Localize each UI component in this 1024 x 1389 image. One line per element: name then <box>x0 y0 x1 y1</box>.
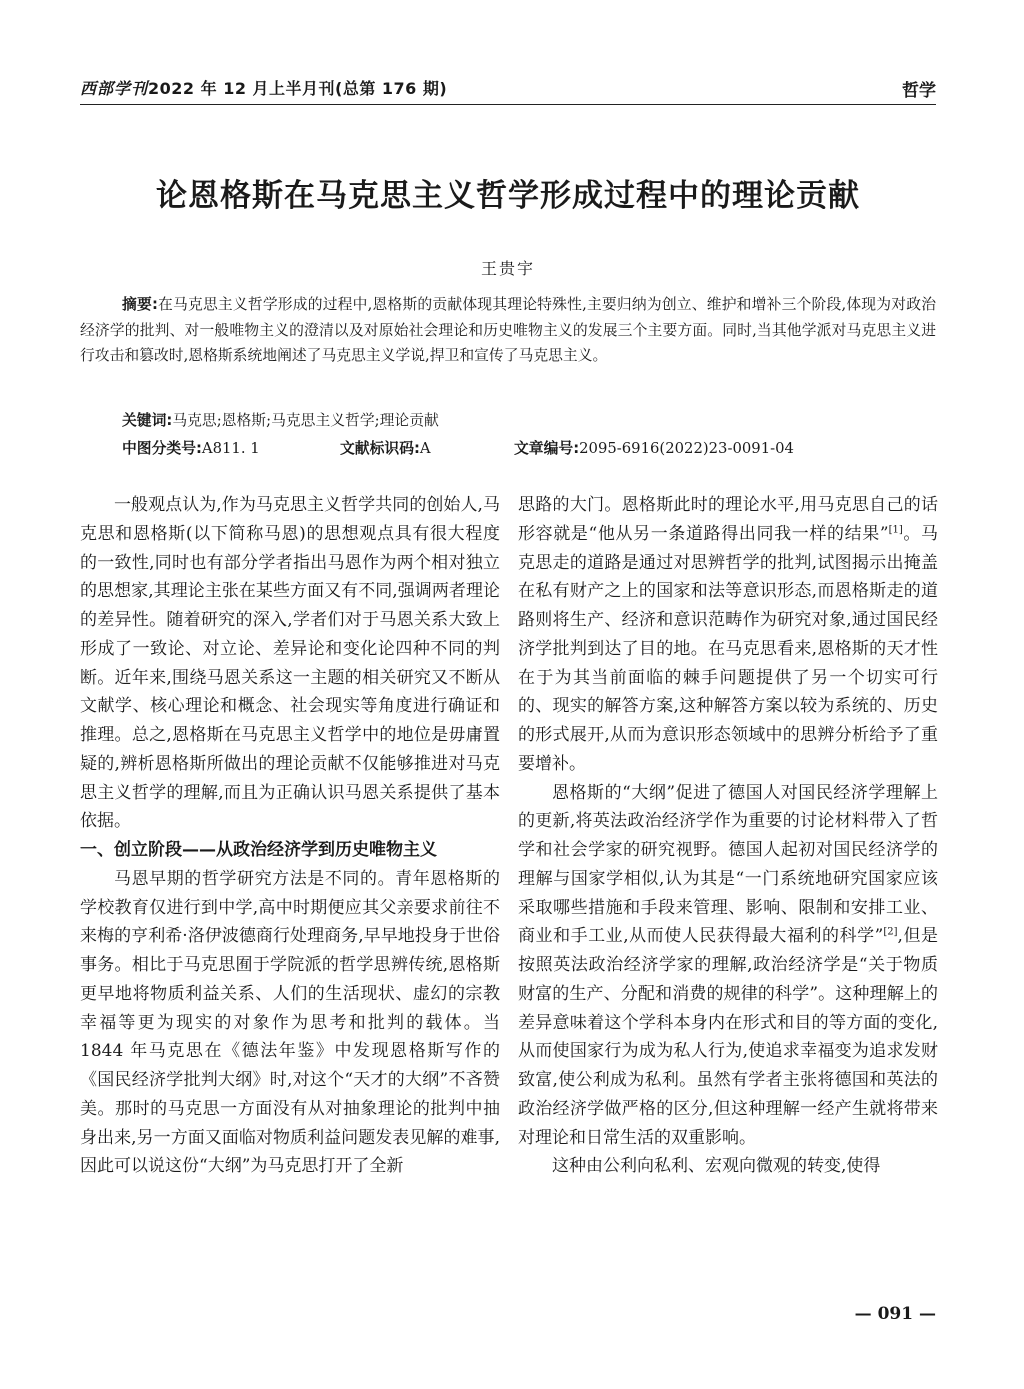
journal-issue-line <box>80 76 447 99</box>
paragraph: 一般观点认为,作为马克思主义哲学共同的创始人,马克思和恩格斯(以下简称马恩)的思想观点具有很大程度的一致性,同时也有部分学者指出马恩作为两个相对独立的思想家,其理论主张在某些方面又有不同,强调两者理论的差异性。随着研究的深入,学者们对于马恩关系大致上形成了一致论、对立论、差异论和变化论四种不同的判断。近年来,围绕马恩关系这一主题的相关研究又不断从文献学、核心理论和概念、社会现实等角度进行确证和推理。总之,恩格斯在马克思主义哲学中的地位是毋庸置疑的,辨析恩格斯所做出的理论贡献不仅能够推进对马克思主义哲学的理解,而且为正确认识马恩关系提供了基本依据。 <box>80 495 500 832</box>
author-name: 王贵宇 <box>480 259 535 278</box>
clc-label: 中图分类号: <box>122 440 202 457</box>
paragraph-text: 。马克思走的道路是通过对思辨哲学的批判,试图揭示出掩盖在私有财产之上的国家和法等意识形态,而恩格斯走的道路则将生产、经济和意识范畴作为研究对象,通过国民经济学批判到达了目的地。在马克思看来,恩格斯的天才性在于为其当前面临的棘手问题提供了另一个切实可行的、现实的解答方案,这种解答方案以较为系统的、历史的形式展开,从而为意识形态领域中的思辨分析给予了重要增补。 <box>518 523 939 774</box>
document-code <box>340 436 431 462</box>
body-column-right <box>518 491 938 1181</box>
article-number-value: 2095-6916(2022)23-0091-04 <box>579 440 794 457</box>
article-number <box>514 436 794 462</box>
section-heading: 一、创立阶段——从政治经济学到历史唯物主义 <box>80 840 437 860</box>
paragraph-text: 恩格斯的“大纲”促进了德国人对国民经济学理解上的更新,将英法政治经济学作为重要的讨论材料带入了哲学和社会学家的研究视野。德国人起初对国民经济学的理解与国家学相似,认为其是“一门系统地研究国家应该采取哪些措施和手段来管理、影响、限制和安排工业、商业和手工业,从而使人民获得最大福利的科学” <box>518 782 938 947</box>
abstract-text: 在马克思主义哲学形成的过程中,恩格斯的贡献体现其理论特殊性,主要归纳为创立、维护和增补三个阶段,体现为对政治经济学的批判、对一般唯物主义的澄清以及对原始社会理论和历史唯物主义的发展三个主要方面。同时,当其他学派对马克思主义进行攻击和篡改时,恩格斯系统地阐述了马克思主义学说,捍卫和宣传了马克思主义。 <box>80 296 936 364</box>
page-number: — 091 — <box>854 1304 936 1324</box>
abstract-label: 摘要: <box>122 296 158 313</box>
article-title: 论恩格斯在马克思主义哲学形成过程中的理论贡献 <box>156 178 860 214</box>
body-column-left <box>80 491 500 1181</box>
header-rule <box>80 104 936 105</box>
abstract <box>80 292 936 369</box>
citation: [2] <box>883 926 898 938</box>
paragraph <box>518 491 938 779</box>
paragraph <box>518 779 938 1153</box>
article-meta <box>122 436 936 462</box>
running-header <box>80 74 936 102</box>
paragraph-text: ,但是按照英法政治经济学家的理解,政治经济学是“关于物质财富的生产、分配和消费的规律的科学”。这种理解上的差异意味着这个学科本身内在形式和目的等方面的变化,从而使国家行为成为私人行为,使追求幸福变为追求发财致富,使公利成为私利。虽然有学者主张将德国和英法的政治经济学做严格的区分,但这种理解一经产生就将带来对理论和日常生活的双重影响。 <box>518 926 938 1148</box>
paragraph: 这种由公利向私利、宏观向微观的转变,使得 <box>552 1156 881 1177</box>
citation: [1] <box>888 524 903 536</box>
paragraph-text: 思路的大门。恩格斯此时的理论水平,用马克思自己的话形容就是“他从另一条道路得出同我一样的结果” <box>518 495 938 544</box>
issue-text: 2022 年 12 月上半月刊(总第 176 期) <box>148 79 448 98</box>
document-code-value: A <box>419 440 431 457</box>
clc-number <box>122 436 260 462</box>
article-number-label: 文章编号: <box>514 440 580 457</box>
section-label: 哲学 <box>902 81 936 101</box>
document-code-label: 文献标识码: <box>340 440 420 457</box>
clc-value: A811. 1 <box>201 440 260 457</box>
journal-logo: 西部学刊 <box>80 79 149 98</box>
keywords-text: 马克思;恩格斯;马克思主义哲学;理论贡献 <box>172 412 439 429</box>
paragraph: 马恩早期的哲学研究方法是不同的。青年恩格斯的学校教育仅进行到中学,高中时期便应其父亲要求前往不来梅的亨利希·洛伊波德商行处理商务,早早地投身于世俗事务。相比于马克思囿于学院派的哲学思辨传统,恩格斯更早地将物质利益关系、人们的生活现状、虚幻的宗教幸福等更为现实的对象作为思考和批判的载体。当 1844 年马克思在《德法年鉴》中发现恩格斯写作的《国民经济学批判大纲》时,对这个“天才的大纲”不吝赞美。那时的马克思一方面没有从对抽象理论的批判中抽身出来,另一方面又面临对物质利益问题发表见解的难事,因此可以说这份“大纲”为马克思打开了全新 <box>80 868 500 1177</box>
keywords <box>122 408 936 434</box>
keywords-label: 关键词: <box>122 412 173 429</box>
